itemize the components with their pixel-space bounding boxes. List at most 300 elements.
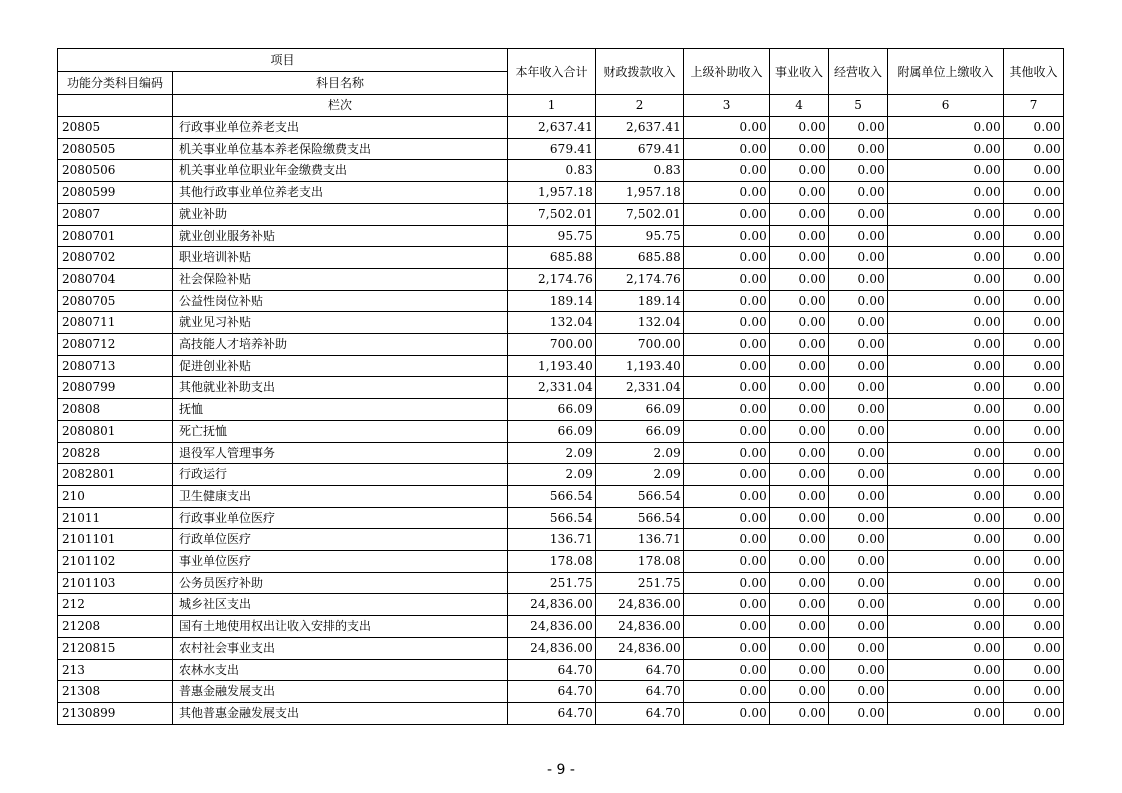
amount-cell: 0.00 <box>1004 225 1064 247</box>
amount-cell: 0.00 <box>770 160 829 182</box>
amount-cell: 0.00 <box>888 529 1004 551</box>
subject-code: 210 <box>58 485 173 507</box>
subject-name: 其他普惠金融发展支出 <box>173 702 508 724</box>
amount-cell: 2,174.76 <box>596 268 684 290</box>
subject-name: 高技能人才培养补助 <box>173 334 508 356</box>
amount-cell: 0.00 <box>684 247 770 269</box>
amount-cell: 0.00 <box>770 268 829 290</box>
table-row <box>58 334 1064 356</box>
amount-cell: 2.09 <box>508 442 596 464</box>
table-row <box>58 594 1064 616</box>
amount-cell: 0.00 <box>829 507 888 529</box>
amount-cell: 0.00 <box>829 420 888 442</box>
subject-name: 就业创业服务补贴 <box>173 225 508 247</box>
amount-cell: 0.00 <box>684 334 770 356</box>
amount-cell: 0.00 <box>1004 247 1064 269</box>
amount-cell: 64.70 <box>508 681 596 703</box>
subject-code: 2080701 <box>58 225 173 247</box>
amount-cell: 0.00 <box>684 117 770 139</box>
amount-cell: 0.00 <box>829 160 888 182</box>
amount-cell: 0.00 <box>770 138 829 160</box>
amount-cell: 0.00 <box>1004 312 1064 334</box>
subject-code: 2130899 <box>58 702 173 724</box>
subject-code: 21208 <box>58 616 173 638</box>
subject-name: 行政事业单位医疗 <box>173 507 508 529</box>
subject-name: 其他就业补助支出 <box>173 377 508 399</box>
amount-cell: 0.00 <box>829 485 888 507</box>
table-header <box>58 49 1064 117</box>
amount-cell: 0.00 <box>829 334 888 356</box>
column-header: 本年收入合计 <box>508 49 596 95</box>
amount-cell: 0.00 <box>684 702 770 724</box>
subject-name: 促进创业补贴 <box>173 355 508 377</box>
amount-cell: 0.00 <box>888 268 1004 290</box>
table-row <box>58 572 1064 594</box>
subject-code: 21011 <box>58 507 173 529</box>
subject-name: 机关事业单位基本养老保险缴费支出 <box>173 138 508 160</box>
amount-cell: 0.00 <box>684 507 770 529</box>
amount-cell: 566.54 <box>596 507 684 529</box>
amount-cell: 0.00 <box>684 659 770 681</box>
amount-cell: 0.00 <box>888 659 1004 681</box>
amount-cell: 0.00 <box>770 702 829 724</box>
amount-cell: 0.00 <box>684 203 770 225</box>
column-number: 5 <box>829 95 888 117</box>
amount-cell: 132.04 <box>596 312 684 334</box>
table-row <box>58 160 1064 182</box>
table-row <box>58 442 1064 464</box>
amount-cell: 566.54 <box>508 507 596 529</box>
amount-cell: 0.00 <box>1004 420 1064 442</box>
subject-name: 行政单位医疗 <box>173 529 508 551</box>
table-row <box>58 355 1064 377</box>
subject-name: 公益性岗位补贴 <box>173 290 508 312</box>
amount-cell: 0.00 <box>684 312 770 334</box>
amount-cell: 0.00 <box>888 160 1004 182</box>
amount-cell: 0.00 <box>829 551 888 573</box>
amount-cell: 0.00 <box>1004 702 1064 724</box>
amount-cell: 0.00 <box>888 399 1004 421</box>
amount-cell: 0.00 <box>1004 529 1064 551</box>
amount-cell: 0.00 <box>1004 507 1064 529</box>
subject-code: 2082801 <box>58 464 173 486</box>
amount-cell: 0.00 <box>684 594 770 616</box>
amount-cell: 0.00 <box>888 290 1004 312</box>
amount-cell: 2.09 <box>596 442 684 464</box>
amount-cell: 0.00 <box>888 464 1004 486</box>
amount-cell: 136.71 <box>508 529 596 551</box>
amount-cell: 0.00 <box>770 529 829 551</box>
column-header: 上级补助收入 <box>684 49 770 95</box>
amount-cell: 0.00 <box>888 138 1004 160</box>
subject-code: 2080702 <box>58 247 173 269</box>
amount-cell: 0.00 <box>888 182 1004 204</box>
subject-name: 事业单位医疗 <box>173 551 508 573</box>
amount-cell: 0.00 <box>829 290 888 312</box>
subject-code: 20805 <box>58 117 173 139</box>
amount-cell: 0.00 <box>684 529 770 551</box>
amount-cell: 0.00 <box>829 312 888 334</box>
amount-cell: 0.00 <box>1004 203 1064 225</box>
amount-cell: 0.00 <box>1004 138 1064 160</box>
column-header: 其他收入 <box>1004 49 1064 95</box>
amount-cell: 0.00 <box>888 225 1004 247</box>
subject-code: 2080506 <box>58 160 173 182</box>
name-header: 科目名称 <box>173 72 508 95</box>
amount-cell: 0.00 <box>1004 637 1064 659</box>
amount-cell: 0.00 <box>770 507 829 529</box>
subject-code: 2080712 <box>58 334 173 356</box>
subject-code: 2080801 <box>58 420 173 442</box>
amount-cell: 0.00 <box>770 117 829 139</box>
amount-cell: 0.83 <box>508 160 596 182</box>
amount-cell: 189.14 <box>596 290 684 312</box>
amount-cell: 0.00 <box>770 334 829 356</box>
table-row <box>58 529 1064 551</box>
blank-cell <box>58 95 173 117</box>
amount-cell: 0.00 <box>829 268 888 290</box>
subject-name: 行政事业单位养老支出 <box>173 117 508 139</box>
amount-cell: 2,637.41 <box>596 117 684 139</box>
amount-cell: 685.88 <box>596 247 684 269</box>
amount-cell: 0.00 <box>684 355 770 377</box>
amount-cell: 0.00 <box>684 225 770 247</box>
amount-cell: 0.00 <box>684 399 770 421</box>
amount-cell: 0.00 <box>684 464 770 486</box>
column-header: 经营收入 <box>829 49 888 95</box>
amount-cell: 0.00 <box>1004 681 1064 703</box>
table-row <box>58 203 1064 225</box>
amount-cell: 24,836.00 <box>596 594 684 616</box>
amount-cell: 0.00 <box>1004 290 1064 312</box>
amount-cell: 0.00 <box>770 377 829 399</box>
amount-cell: 24,836.00 <box>508 616 596 638</box>
subject-name: 普惠金融发展支出 <box>173 681 508 703</box>
amount-cell: 0.00 <box>888 485 1004 507</box>
column-number: 3 <box>684 95 770 117</box>
column-number: 4 <box>770 95 829 117</box>
amount-cell: 1,957.18 <box>508 182 596 204</box>
amount-cell: 0.00 <box>684 377 770 399</box>
table-row <box>58 138 1064 160</box>
amount-cell: 0.00 <box>888 334 1004 356</box>
amount-cell: 0.00 <box>770 572 829 594</box>
amount-cell: 0.00 <box>888 594 1004 616</box>
subject-code: 213 <box>58 659 173 681</box>
table-row <box>58 420 1064 442</box>
subject-name: 就业补助 <box>173 203 508 225</box>
subject-name: 城乡社区支出 <box>173 594 508 616</box>
subject-code: 2101101 <box>58 529 173 551</box>
amount-cell: 0.00 <box>888 507 1004 529</box>
amount-cell: 0.00 <box>770 551 829 573</box>
amount-cell: 95.75 <box>596 225 684 247</box>
subject-name: 社会保险补贴 <box>173 268 508 290</box>
amount-cell: 0.00 <box>770 442 829 464</box>
amount-cell: 2,174.76 <box>508 268 596 290</box>
amount-cell: 0.00 <box>770 182 829 204</box>
amount-cell: 0.00 <box>829 203 888 225</box>
amount-cell: 566.54 <box>596 485 684 507</box>
column-header: 财政拨款收入 <box>596 49 684 95</box>
column-header: 事业收入 <box>770 49 829 95</box>
amount-cell: 66.09 <box>596 399 684 421</box>
table-body <box>58 117 1064 725</box>
amount-cell: 7,502.01 <box>596 203 684 225</box>
amount-cell: 0.00 <box>684 290 770 312</box>
subject-code: 2101102 <box>58 551 173 573</box>
amount-cell: 0.00 <box>829 399 888 421</box>
subject-code: 20808 <box>58 399 173 421</box>
amount-cell: 64.70 <box>596 702 684 724</box>
amount-cell: 0.00 <box>770 464 829 486</box>
amount-cell: 24,836.00 <box>596 637 684 659</box>
amount-cell: 0.00 <box>888 355 1004 377</box>
amount-cell: 251.75 <box>596 572 684 594</box>
amount-cell: 0.00 <box>684 572 770 594</box>
amount-cell: 0.00 <box>684 442 770 464</box>
amount-cell: 0.00 <box>1004 659 1064 681</box>
amount-cell: 0.00 <box>1004 268 1064 290</box>
amount-cell: 0.00 <box>770 399 829 421</box>
table-row <box>58 659 1064 681</box>
amount-cell: 0.00 <box>829 594 888 616</box>
amount-cell: 0.00 <box>1004 551 1064 573</box>
table-row <box>58 702 1064 724</box>
amount-cell: 0.00 <box>684 160 770 182</box>
amount-cell: 2,331.04 <box>596 377 684 399</box>
subject-name: 死亡抚恤 <box>173 420 508 442</box>
amount-cell: 0.00 <box>1004 117 1064 139</box>
table-row <box>58 225 1064 247</box>
amount-cell: 0.00 <box>684 138 770 160</box>
table-row <box>58 247 1064 269</box>
table-row <box>58 637 1064 659</box>
subject-code: 212 <box>58 594 173 616</box>
amount-cell: 0.00 <box>770 485 829 507</box>
amount-cell: 0.00 <box>770 247 829 269</box>
amount-cell: 0.83 <box>596 160 684 182</box>
amount-cell: 0.00 <box>770 355 829 377</box>
amount-cell: 0.00 <box>684 637 770 659</box>
code-header: 功能分类科目编码 <box>58 72 173 95</box>
column-number: 7 <box>1004 95 1064 117</box>
amount-cell: 0.00 <box>1004 464 1064 486</box>
amount-cell: 0.00 <box>829 442 888 464</box>
amount-cell: 24,836.00 <box>508 594 596 616</box>
amount-cell: 0.00 <box>684 268 770 290</box>
subject-name: 农林水支出 <box>173 659 508 681</box>
table-row <box>58 377 1064 399</box>
amount-cell: 0.00 <box>1004 355 1064 377</box>
amount-cell: 95.75 <box>508 225 596 247</box>
amount-cell: 0.00 <box>1004 594 1064 616</box>
amount-cell: 136.71 <box>596 529 684 551</box>
table-row <box>58 551 1064 573</box>
amount-cell: 0.00 <box>829 681 888 703</box>
amount-cell: 0.00 <box>888 377 1004 399</box>
subject-code: 2080711 <box>58 312 173 334</box>
amount-cell: 1,193.40 <box>508 355 596 377</box>
amount-cell: 0.00 <box>829 225 888 247</box>
amount-cell: 64.70 <box>508 659 596 681</box>
subject-code: 20828 <box>58 442 173 464</box>
subject-code: 2120815 <box>58 637 173 659</box>
subject-name: 农村社会事业支出 <box>173 637 508 659</box>
subject-code: 21308 <box>58 681 173 703</box>
table-row <box>58 117 1064 139</box>
amount-cell: 0.00 <box>888 312 1004 334</box>
amount-cell: 0.00 <box>770 637 829 659</box>
table-row <box>58 616 1064 638</box>
amount-cell: 2.09 <box>596 464 684 486</box>
amount-cell: 178.08 <box>596 551 684 573</box>
amount-cell: 0.00 <box>829 637 888 659</box>
amount-cell: 0.00 <box>888 616 1004 638</box>
amount-cell: 0.00 <box>829 355 888 377</box>
amount-cell: 0.00 <box>888 420 1004 442</box>
amount-cell: 66.09 <box>508 399 596 421</box>
amount-cell: 0.00 <box>829 572 888 594</box>
subject-name: 公务员医疗补助 <box>173 572 508 594</box>
amount-cell: 0.00 <box>770 659 829 681</box>
amount-cell: 178.08 <box>508 551 596 573</box>
amount-cell: 0.00 <box>829 702 888 724</box>
amount-cell: 0.00 <box>888 442 1004 464</box>
amount-cell: 1,957.18 <box>596 182 684 204</box>
amount-cell: 0.00 <box>829 138 888 160</box>
project-header: 项目 <box>58 49 508 72</box>
amount-cell: 679.41 <box>596 138 684 160</box>
amount-cell: 64.70 <box>508 702 596 724</box>
amount-cell: 1,193.40 <box>596 355 684 377</box>
subject-name: 就业见习补贴 <box>173 312 508 334</box>
subject-code: 2080599 <box>58 182 173 204</box>
subject-code: 2101103 <box>58 572 173 594</box>
amount-cell: 2,637.41 <box>508 117 596 139</box>
subject-code: 2080505 <box>58 138 173 160</box>
subject-name: 国有土地使用权出让收入安排的支出 <box>173 616 508 638</box>
table-row <box>58 268 1064 290</box>
amount-cell: 66.09 <box>596 420 684 442</box>
table-row <box>58 464 1064 486</box>
table-row <box>58 182 1064 204</box>
amount-cell: 24,836.00 <box>596 616 684 638</box>
amount-cell: 0.00 <box>829 117 888 139</box>
amount-cell: 2.09 <box>508 464 596 486</box>
subject-name: 行政运行 <box>173 464 508 486</box>
amount-cell: 0.00 <box>684 182 770 204</box>
page-number: - 9 - <box>547 762 575 778</box>
amount-cell: 0.00 <box>770 616 829 638</box>
amount-cell: 0.00 <box>684 420 770 442</box>
rank-header: 栏次 <box>173 95 508 117</box>
amount-cell: 64.70 <box>596 659 684 681</box>
amount-cell: 0.00 <box>1004 377 1064 399</box>
amount-cell: 0.00 <box>684 485 770 507</box>
amount-cell: 0.00 <box>888 681 1004 703</box>
amount-cell: 700.00 <box>508 334 596 356</box>
amount-cell: 0.00 <box>770 225 829 247</box>
subject-name: 职业培训补贴 <box>173 247 508 269</box>
table-row <box>58 681 1064 703</box>
amount-cell: 0.00 <box>829 659 888 681</box>
amount-cell: 0.00 <box>770 594 829 616</box>
amount-cell: 189.14 <box>508 290 596 312</box>
amount-cell: 0.00 <box>829 529 888 551</box>
amount-cell: 0.00 <box>888 117 1004 139</box>
subject-code: 2080713 <box>58 355 173 377</box>
amount-cell: 0.00 <box>888 637 1004 659</box>
amount-cell: 0.00 <box>684 616 770 638</box>
amount-cell: 0.00 <box>1004 399 1064 421</box>
amount-cell: 0.00 <box>770 290 829 312</box>
table-row <box>58 399 1064 421</box>
amount-cell: 2,331.04 <box>508 377 596 399</box>
amount-cell: 685.88 <box>508 247 596 269</box>
amount-cell: 0.00 <box>684 551 770 573</box>
amount-cell: 0.00 <box>1004 160 1064 182</box>
amount-cell: 0.00 <box>888 702 1004 724</box>
amount-cell: 0.00 <box>1004 334 1064 356</box>
column-number: 2 <box>596 95 684 117</box>
amount-cell: 0.00 <box>1004 485 1064 507</box>
budget-table <box>57 48 1064 725</box>
column-number: 1 <box>508 95 596 117</box>
table-row <box>58 312 1064 334</box>
table-row <box>58 507 1064 529</box>
amount-cell: 0.00 <box>888 572 1004 594</box>
amount-cell: 7,502.01 <box>508 203 596 225</box>
subject-name: 机关事业单位职业年金缴费支出 <box>173 160 508 182</box>
subject-name: 其他行政事业单位养老支出 <box>173 182 508 204</box>
amount-cell: 0.00 <box>829 377 888 399</box>
amount-cell: 0.00 <box>829 182 888 204</box>
amount-cell: 0.00 <box>1004 616 1064 638</box>
amount-cell: 0.00 <box>1004 442 1064 464</box>
subject-name: 卫生健康支出 <box>173 485 508 507</box>
amount-cell: 64.70 <box>596 681 684 703</box>
table-row <box>58 290 1064 312</box>
amount-cell: 679.41 <box>508 138 596 160</box>
amount-cell: 0.00 <box>684 681 770 703</box>
amount-cell: 566.54 <box>508 485 596 507</box>
column-number: 6 <box>888 95 1004 117</box>
subject-code: 2080704 <box>58 268 173 290</box>
amount-cell: 0.00 <box>888 247 1004 269</box>
amount-cell: 24,836.00 <box>508 637 596 659</box>
amount-cell: 0.00 <box>770 681 829 703</box>
amount-cell: 66.09 <box>508 420 596 442</box>
amount-cell: 0.00 <box>1004 572 1064 594</box>
subject-code: 2080705 <box>58 290 173 312</box>
amount-cell: 0.00 <box>770 420 829 442</box>
amount-cell: 0.00 <box>888 203 1004 225</box>
amount-cell: 0.00 <box>829 247 888 269</box>
subject-code: 2080799 <box>58 377 173 399</box>
subject-name: 抚恤 <box>173 399 508 421</box>
amount-cell: 251.75 <box>508 572 596 594</box>
amount-cell: 0.00 <box>829 464 888 486</box>
amount-cell: 0.00 <box>770 203 829 225</box>
amount-cell: 0.00 <box>888 551 1004 573</box>
subject-name: 退役军人管理事务 <box>173 442 508 464</box>
column-header: 附属单位上缴收入 <box>888 49 1004 95</box>
amount-cell: 0.00 <box>1004 182 1064 204</box>
amount-cell: 132.04 <box>508 312 596 334</box>
amount-cell: 700.00 <box>596 334 684 356</box>
subject-code: 20807 <box>58 203 173 225</box>
